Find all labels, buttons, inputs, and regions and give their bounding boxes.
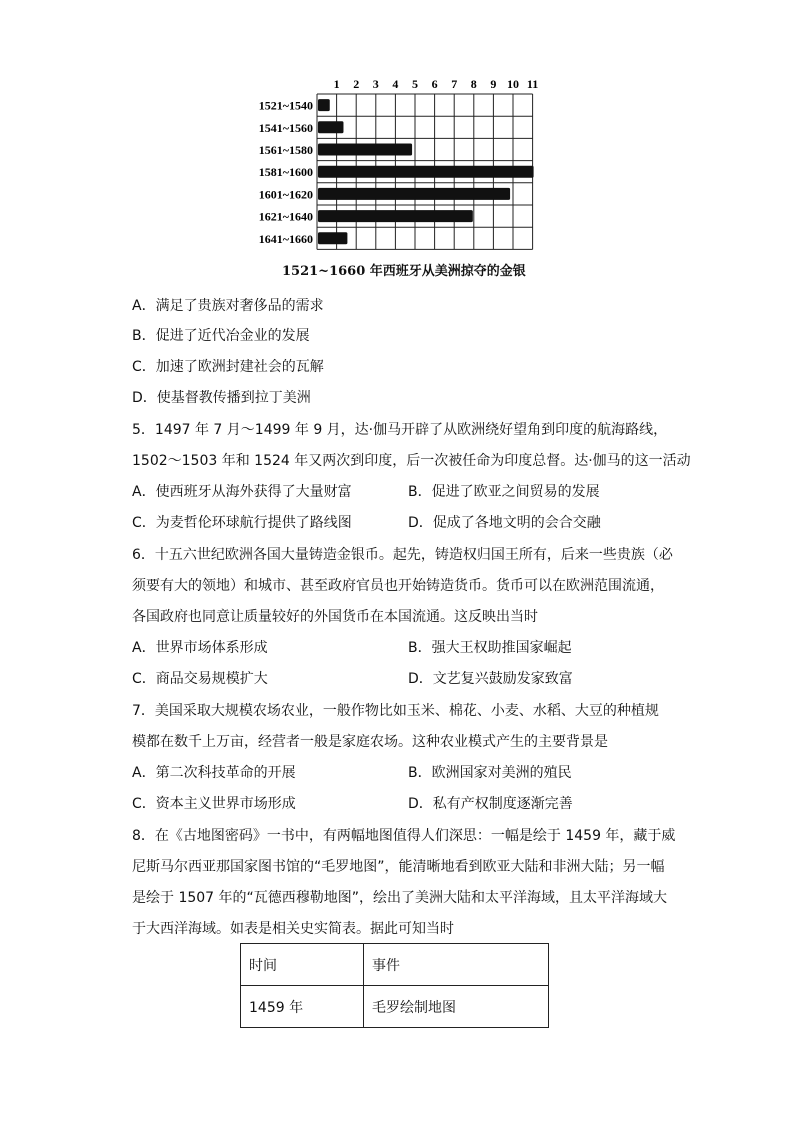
x-tick-label: 11 [526, 77, 539, 91]
q7-option-d: D．私有产权制度逐渐完善 [408, 796, 573, 812]
q5-option-b: B．促进了欧亚之间贸易的发展 [408, 484, 600, 500]
q8-stem-line-1: 8．在《古地图密码》一书中，有两幅地图值得人们深思：一幅是绘于 1459 年，藏于威 [132, 828, 676, 844]
q5-option-a: A．使西班牙从海外获得了大量财富 [132, 484, 352, 500]
chart-title: 1521~1660 年西班牙从美洲掠夺的金银 [282, 264, 526, 279]
x-tick-label: 7 [451, 77, 458, 91]
bar [318, 166, 534, 178]
q6-stem-line-3: 各国政府也同意让质量较好的外国货币在本国流通。这反映出当时 [132, 609, 538, 625]
q5-option-c: C．为麦哲伦环球航行提供了路线图 [132, 515, 352, 531]
y-tick-label: 1581~1600 [258, 165, 313, 180]
table-row [241, 986, 549, 1028]
q6-option-d: D．文艺复兴鼓励发家致富 [408, 671, 573, 687]
x-tick-label: 3 [372, 77, 379, 91]
chart-canvas [240, 72, 540, 262]
y-tick-label: 1601~1620 [258, 187, 313, 202]
x-tick-label: 9 [490, 77, 497, 91]
q8-stem-line-2: 尼斯马尔西亚那国家图书馆的“毛罗地图”，能清晰地看到欧亚大陆和非洲大陆；另一幅 [132, 859, 665, 875]
table-cell: 毛罗绘制地图 [364, 986, 549, 1028]
q7-option-a: A．第二次科技革命的开展 [132, 765, 296, 781]
q8-stem-line-4: 于大西洋海域。如表是相关史实简表。据此可知当时 [132, 921, 454, 937]
bar [318, 232, 347, 244]
x-tick-label: 5 [412, 77, 418, 91]
table-header-cell: 事件 [364, 944, 549, 986]
y-tick-label: 1621~1640 [258, 209, 313, 224]
y-tick-label: 1521~1540 [258, 98, 313, 113]
q7-stem-line-2: 模都在数千上万亩，经营者一般是家庭农场。这种农业模式产生的主要背景是 [132, 734, 608, 750]
x-tick-label: 4 [392, 77, 399, 91]
y-tick-label: 1641~1660 [258, 231, 313, 246]
q7-option-b: B．欧洲国家对美洲的殖民 [408, 765, 572, 781]
q4-option-d: D．使基督教传播到拉丁美洲 [132, 390, 311, 406]
q5-option-d: D．促成了各地文明的会合交融 [408, 515, 601, 531]
q4-option-b: B．促进了近代冶金业的发展 [132, 328, 310, 344]
x-tick-label: 10 [507, 77, 519, 91]
gold-silver-bar-chart [240, 72, 540, 282]
q5-stem-line-1: 5．1497 年 7 月～1499 年 9 月，达·伽马开辟了从欧洲绕好望角到印度的航海路线， [132, 422, 668, 438]
bar [318, 188, 510, 200]
x-tick-label: 2 [353, 77, 360, 91]
y-tick-label: 1541~1560 [258, 120, 313, 135]
table-header-row [241, 944, 549, 986]
q4-option-c: C．加速了欧洲封建社会的瓦解 [132, 359, 324, 375]
q6-stem-line-1: 6．十五六世纪欧洲各国大量铸造金银币。起先，铸造权归国王所有，后来一些贵族（必 [132, 547, 673, 563]
q6-option-c: C．商品交易规模扩大 [132, 671, 268, 687]
q6-stem-line-2: 须要有大的领地）和城市、甚至政府官员也开始铸造货币。货币可以在欧洲范围流通， [132, 578, 664, 594]
history-table [240, 943, 549, 1028]
table-cell: 1459 年 [241, 986, 364, 1028]
table-header-cell: 时间 [241, 944, 364, 986]
x-tick-label: 8 [470, 77, 477, 91]
x-tick-label: 1 [333, 77, 340, 91]
q6-option-a: A．世界市场体系形成 [132, 640, 268, 656]
q4-option-a: A．满足了贵族对奢侈品的需求 [132, 298, 324, 314]
bar [318, 99, 330, 111]
q7-option-c: C．资本主义世界市场形成 [132, 796, 296, 812]
q6-option-b: B．强大王权助推国家崛起 [408, 640, 572, 656]
bar [318, 210, 473, 222]
x-tick-label: 6 [431, 77, 438, 91]
q7-stem-line-1: 7．美国采取大规模农场农业，一般作物比如玉米、棉花、小麦、水稻、大豆的种植规 [132, 703, 659, 719]
bar [318, 144, 412, 156]
q8-stem-line-3: 是绘于 1507 年的“瓦德西穆勒地图”，绘出了美洲大陆和太平洋海域，且太平洋海域大 [132, 890, 668, 906]
bar [318, 121, 343, 133]
y-tick-label: 1561~1580 [258, 143, 313, 157]
q5-stem-line-2: 1502～1503 年和 1524 年又两次到印度，后一次被任命为印度总督。达·伽马的这一活动 [132, 453, 691, 469]
